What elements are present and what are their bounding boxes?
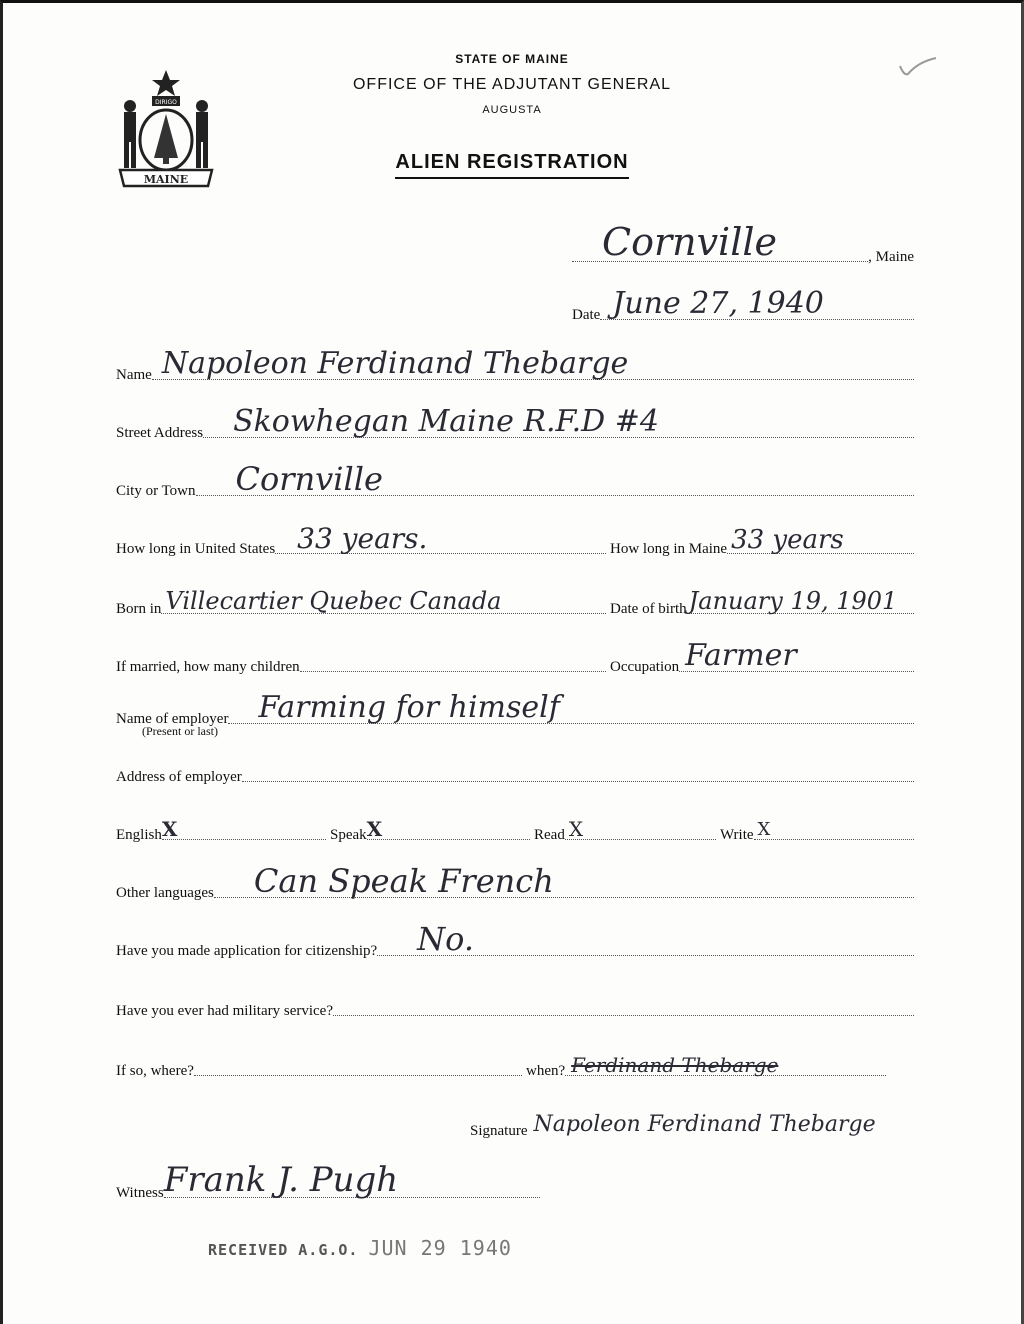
date-of-birth-field[interactable] [610, 587, 914, 620]
write-field[interactable] [720, 820, 914, 846]
military-service-label: Have you ever had military service? [116, 1003, 333, 1019]
street-address-field[interactable] [116, 404, 914, 444]
witness-value: Frank J. Pugh [163, 1160, 399, 1200]
born-in-value: Villecartier Quebec Canada [165, 587, 502, 615]
city-value: Cornville [235, 460, 383, 498]
name-value: Napoleon Ferdinand Thebarge [161, 346, 629, 381]
when-struck-value: Ferdinand Thebarge [571, 1053, 779, 1077]
maine-label: , Maine [868, 249, 914, 265]
other-languages-value: Can Speak French [253, 862, 554, 900]
date-of-birth-value: January 19, 1901 [688, 587, 898, 615]
other-languages-field[interactable] [116, 862, 914, 904]
signature-label: Signature [470, 1123, 528, 1139]
citizenship-label: Have you made application for citizenship? [116, 943, 378, 959]
town-field[interactable] [572, 220, 914, 268]
date-of-birth-label: Date of birth [610, 601, 687, 617]
city-label: City or Town [116, 483, 196, 499]
employer-field[interactable] [116, 690, 914, 730]
city-field[interactable] [116, 460, 914, 502]
signature-value: Napoleon Ferdinand Thebarge [533, 1112, 876, 1137]
read-field[interactable] [534, 817, 716, 846]
how-long-us-label: How long in United States [116, 541, 276, 557]
born-in-label: Born in [116, 601, 162, 617]
english-label: English [116, 827, 162, 843]
write-value: X [757, 819, 771, 840]
read-value: X [568, 817, 584, 841]
english-field[interactable] [116, 817, 326, 846]
english-value: X [161, 817, 178, 841]
when-label: when? [526, 1063, 566, 1079]
write-label: Write [720, 827, 754, 843]
how-long-maine-value: 33 years [731, 525, 844, 555]
speak-field[interactable] [330, 817, 530, 846]
occupation-value: Farmer [685, 638, 797, 673]
name-field[interactable] [116, 346, 914, 386]
citizenship-value: No. [417, 920, 475, 958]
occupation-field[interactable] [610, 638, 914, 678]
born-in-field[interactable] [116, 587, 606, 620]
date-label: Date [572, 307, 601, 323]
received-stamp-date: JUN 29 1940 [368, 1236, 512, 1260]
when-field[interactable] [526, 1053, 886, 1082]
date-value: June 27, 1940 [612, 286, 824, 321]
town-value: Cornville [602, 220, 778, 264]
read-label: Read [534, 827, 565, 843]
street-address-value: Skowhegan Maine R.F.D #4 [233, 404, 659, 439]
if-so-where-field[interactable] [116, 1056, 522, 1082]
received-stamp [208, 1236, 512, 1260]
witness-field[interactable] [116, 1160, 540, 1204]
header-city: AUGUSTA [482, 104, 542, 116]
seal-motto: DIRIGO [155, 99, 177, 106]
speak-label: Speak [330, 827, 367, 843]
employer-address-field[interactable] [116, 762, 914, 788]
how-long-maine-field[interactable] [610, 525, 914, 560]
date-field[interactable] [572, 286, 914, 326]
witness-label: Witness [116, 1185, 164, 1201]
occupation-label: Occupation [610, 659, 680, 675]
other-languages-label: Other languages [116, 885, 214, 901]
speak-value: X [366, 817, 383, 841]
how-long-us-field[interactable] [116, 522, 606, 560]
employer-address-label: Address of employer [116, 769, 242, 785]
form-title: ALIEN REGISTRATION [0, 151, 1024, 174]
how-long-us-value: 33 years. [297, 522, 428, 555]
seal-banner: MAINE [143, 173, 189, 186]
employer-value: Farming for himself [258, 690, 560, 725]
employer-label: Name of employer [116, 711, 229, 727]
employer-note: (Present or last) [142, 724, 218, 738]
street-address-label: Street Address [116, 425, 204, 441]
how-long-maine-label: How long in Maine [610, 541, 728, 557]
children-label: If married, how many children [116, 659, 300, 675]
header-office: OFFICE OF THE ADJUTANT GENERAL [352, 76, 672, 93]
military-service-field[interactable] [116, 996, 914, 1022]
if-so-where-label: If so, where? [116, 1063, 194, 1079]
name-label: Name [116, 367, 152, 383]
received-stamp-label: RECEIVED A.G.O. [208, 1241, 359, 1259]
signature-field[interactable] [470, 1112, 970, 1142]
citizenship-field[interactable] [116, 920, 914, 962]
header-state: STATE OF MAINE [455, 52, 569, 66]
children-field[interactable] [116, 652, 606, 678]
